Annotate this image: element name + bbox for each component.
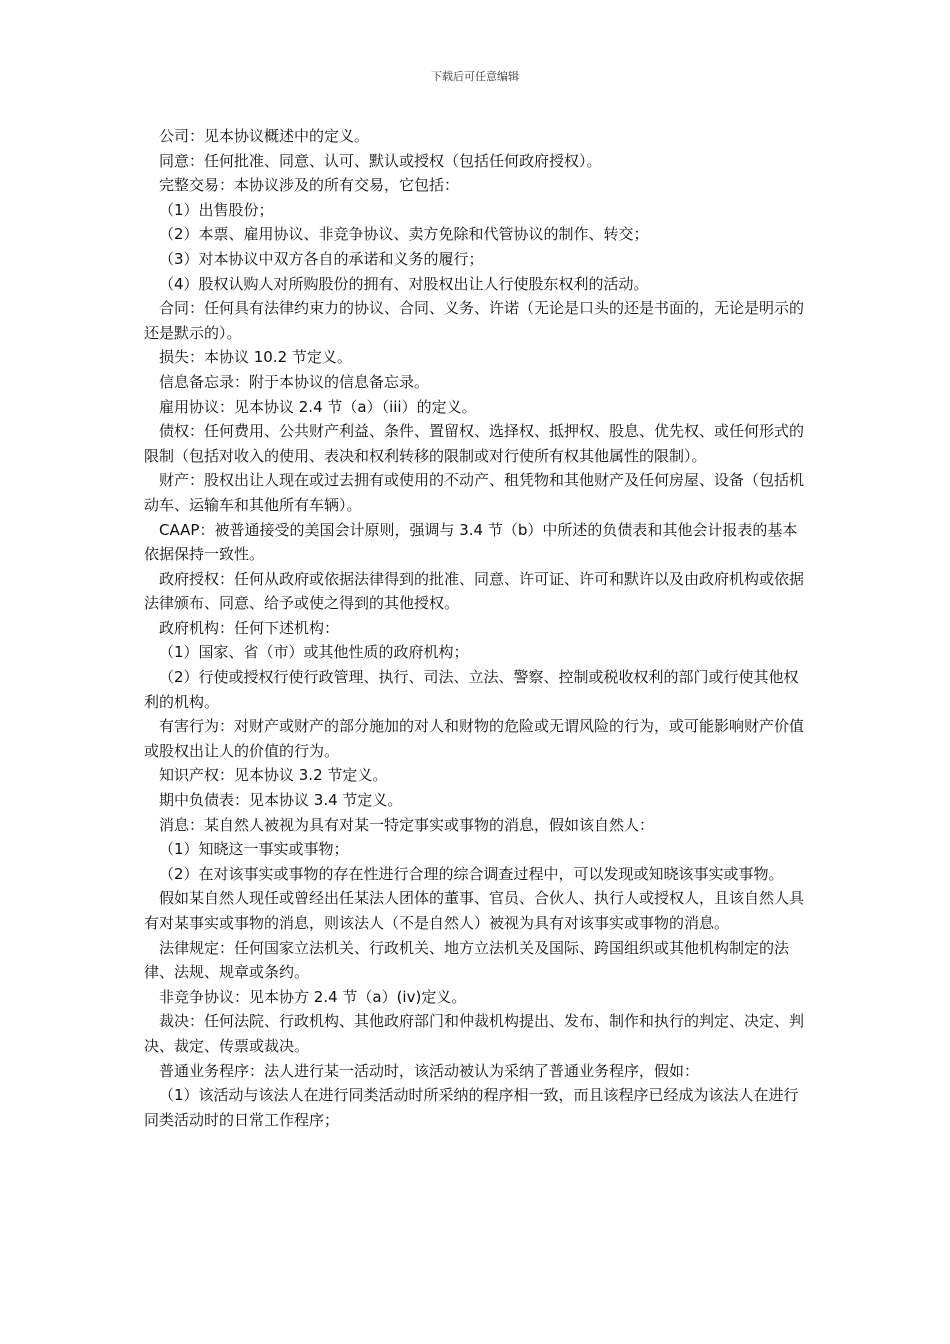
paragraph: 政府授权：任何从政府或依据法律得到的批准、同意、许可证、许可和默许以及由政府机构或依据法律颁布、同意、给予或使之得到的其他授权。: [144, 569, 805, 613]
paragraph: CAAP：被普通接受的美国会计原则，强调与 3.4 节（b）中所述的负债表和其他会计报表的基本依据保持一致性。: [144, 520, 798, 564]
paragraph: 消息：某自然人被视为具有对某一特定事实或事物的消息，假如该自然人：: [159, 815, 655, 834]
paragraph: 普通业务程序：法人进行某一活动时，该活动被认为采纳了普通业务程序，假如：: [159, 1061, 700, 1080]
paragraph: 有害行为：对财产或财产的部分施加的对人和财物的危险或无谓风险的行为，或可能影响财产价值或股权出让人的价值的行为。: [144, 717, 805, 760]
page-header: 下载后可任意编辑: [431, 70, 519, 83]
paragraph: 雇用协议：见本协议 2.4 节（a）（iii）的定义。: [159, 397, 477, 416]
paragraph: （4）股权认购人对所购股份的拥有、对股权出让人行使股东权利的活动。: [159, 274, 649, 293]
paragraph: 合同：任何具有法律约束力的协议、合同、义务、许诺（无论是口头的还是书面的，无论是明示的还是默示的）。: [144, 299, 805, 342]
paragraph: 信息备忘录：附于本协议的信息备忘录。: [159, 372, 430, 391]
paragraph: （1）出售股份；: [159, 200, 274, 219]
paragraph: 假如某自然人现任或曾经出任某法人团体的董事、官员、合伙人、执行人或授权人，且该自然人具有对某事实或事物的消息，则该法人（不是自然人）被视为具有对该事实或事物的消息。: [144, 889, 805, 932]
paragraph: 财产：股权出让人现在或过去拥有或使用的不动产、租凭物和其他财产及任何房屋、设备（包括机动车、运输车和其他所有车辆）。: [144, 471, 805, 514]
paragraph: 裁决：任何法院、行政机构、其他政府部门和仲裁机构提出、发布、制作和执行的判定、决定、判决、裁定、传票或裁决。: [144, 1012, 805, 1055]
paragraph: 知识产权：见本协议 3.2 节定义。: [159, 766, 388, 785]
paragraph: 公司：见本协议概述中的定义。: [159, 127, 370, 145]
paragraph: （1）该活动与该法人在进行同类活动时所采纳的程序相一致，而且该程序已经成为该法人在进行同类活动时的日常工作程序；: [144, 1086, 799, 1129]
paragraph: 期中负债表：见本协议 3.4 节定义。: [159, 791, 403, 810]
paragraph: （2）在对该事实或事物的存在性进行合理的综合调查过程中，可以发现或知晓该事实或事物。: [159, 864, 784, 883]
paragraph: 政府机构：任何下述机构：: [159, 618, 340, 637]
paragraph: （1）知晓这一事实或事物；: [159, 840, 349, 859]
paragraph: 债权：任何费用、公共财产利益、条件、置留权、选择权、抵押权、股息、优先权、或任何形式的限制（包括对收入的使用、表决和权利转移的限制或对行使所有权其他属性的限制）。: [144, 422, 805, 465]
paragraph: （3）对本协议中双方各自的承诺和义务的履行；: [159, 249, 484, 268]
paragraph: （1）国家、省（市）或其他性质的政府机构；: [159, 643, 469, 662]
paragraph: 非竞争协议：见本协方 2.4 节（a）(iv)定义。: [159, 987, 467, 1006]
paragraph: 同意：任何批准、同意、认可、默认或授权（包括任何政府授权）。: [159, 151, 602, 170]
paragraph: 完整交易：本协议涉及的所有交易，它包括：: [159, 176, 460, 195]
paragraph: 法律规定：任何国家立法机关、行政机关、地方立法机关及国际、跨国组织或其他机构制定的法律、法规、规章或条约。: [144, 938, 790, 982]
document-body: [144, 124, 810, 1132]
paragraph: 损失：本协议 10.2 节定义。: [159, 348, 352, 367]
paragraph: （2）行使或授权行使行政管理、执行、司法、立法、警察、控制或税收权利的部门或行使其他权利的机构。: [144, 668, 799, 711]
paragraph: （2）本票、雇用协议、非竞争协议、卖方免除和代管协议的制作、转交；: [159, 225, 649, 244]
